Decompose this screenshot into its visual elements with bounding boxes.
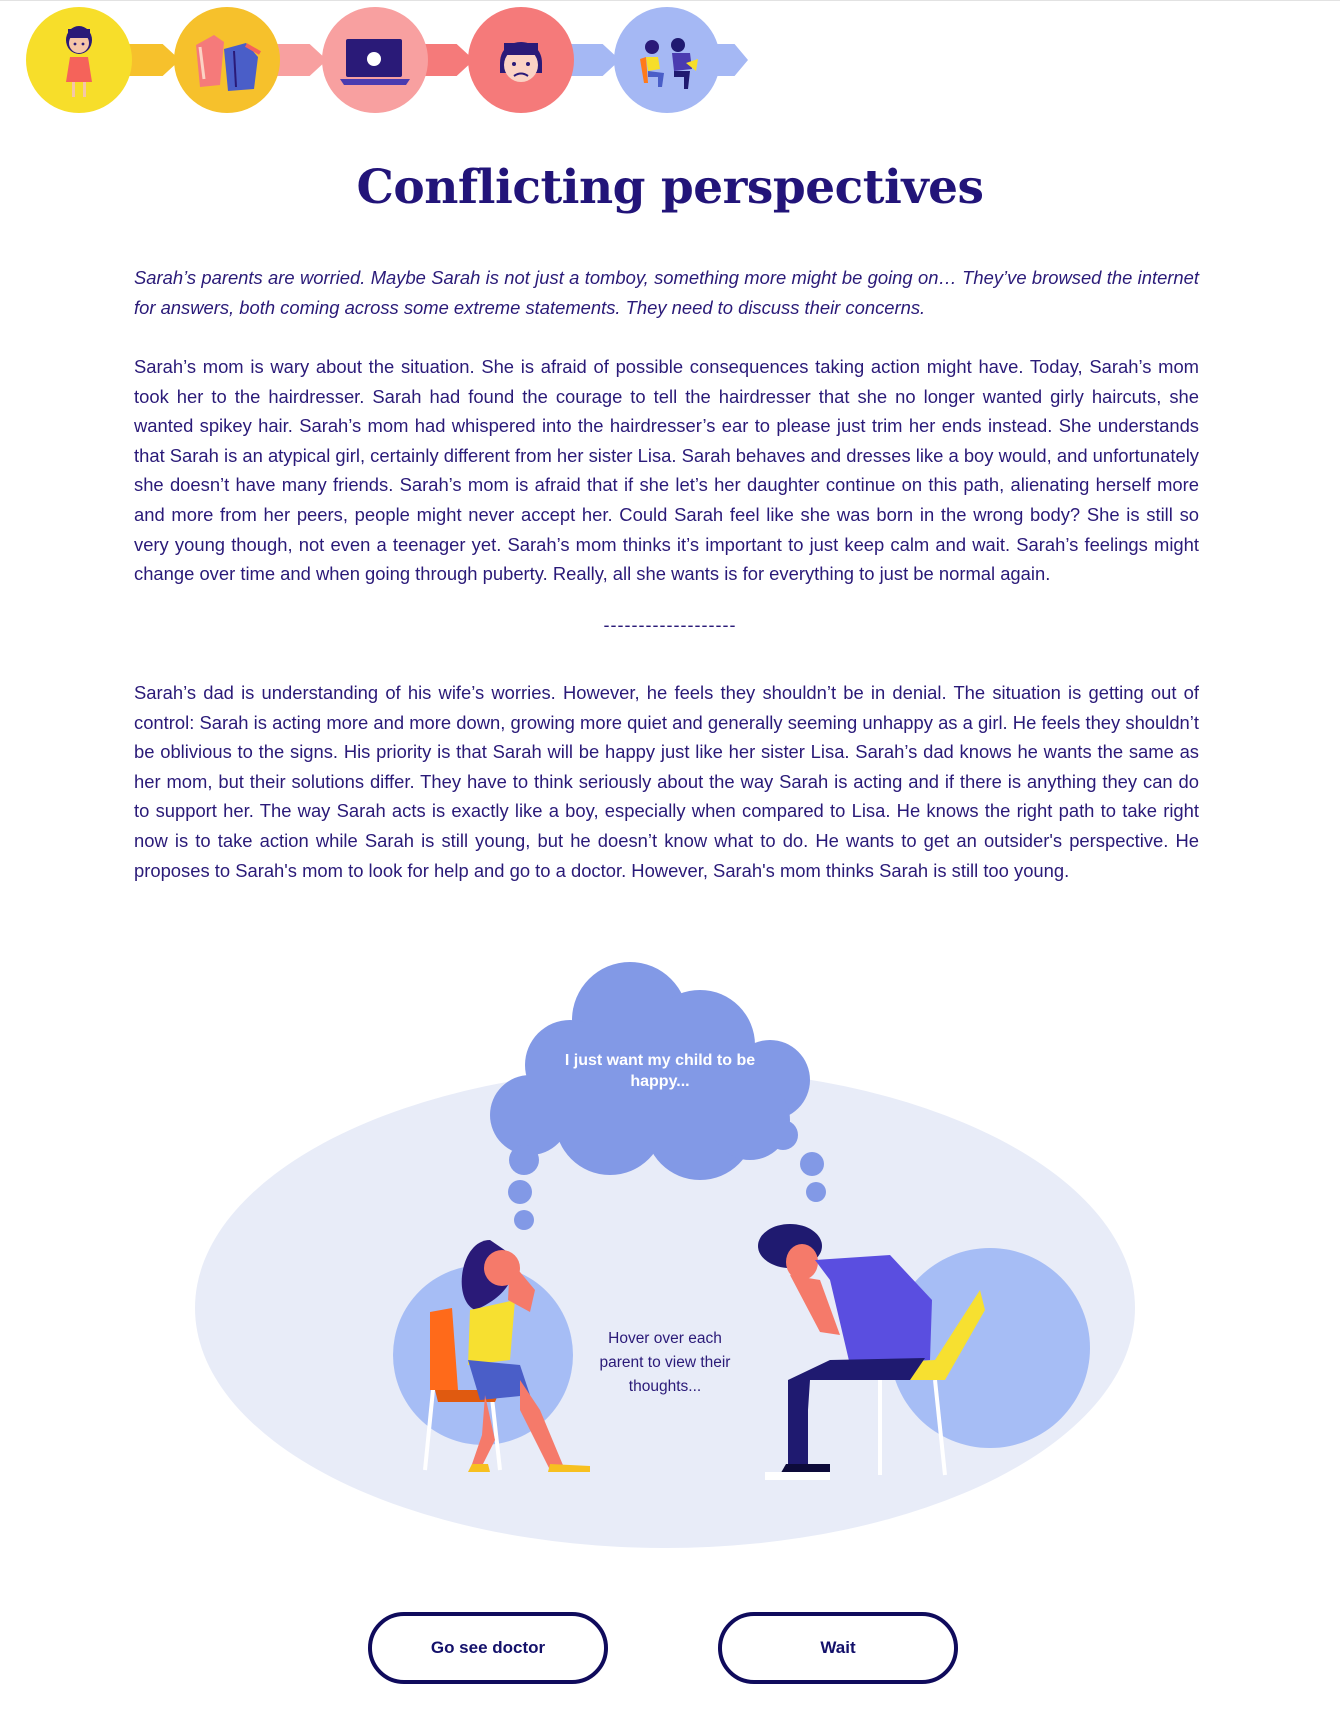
- step-laptop[interactable]: [322, 7, 428, 113]
- dad-paragraph: Sarah’s dad is understanding of his wife’s worries. However, he feels they shouldn’t be in denial. The situation is getting out of control: Sarah is acting more and more down, growing more quiet and generally seeming unhappy as a girl. He feels they shouldn’t be oblivious to the signs. His priority is that Sarah will be happy just like her sister Lisa. Sarah’s dad knows he wants the same as her mom, but their solutions differ. They have to think seriously about the way Sarah is acting and if there is anything they can do to support her. The way Sarah acts is exactly like a boy, especially when compared to Lisa. He knows the right path to take right now is to take action while Sarah is still young, but he doesn’t know what to do. He wants to get an outsider's perspective. He proposes to Sarah's mom to look for help and go to a doctor. However, Sarah's mom thinks Sarah is still too young.: [134, 682, 1199, 881]
- mom-hover-target[interactable]: [390, 1240, 600, 1480]
- parents-icon: [614, 7, 720, 113]
- laptop-icon: [322, 7, 428, 113]
- intro-paragraph: Sarah’s parents are worried. Maybe Sarah is not just a tomboy, something more might be going on… They’ve browsed the internet for answers, both coming across some extreme statements. They need to discuss their concerns.: [134, 267, 1199, 318]
- story-progress-nav: [0, 0, 760, 130]
- thought-dot: [800, 1152, 824, 1176]
- clothes-icon: [174, 7, 280, 113]
- section-divider: -------------------: [603, 615, 737, 635]
- mom-paragraph: Sarah’s mom is wary about the situation. She is afraid of possible consequences taking action might have. Today, Sarah’s mom took her to the hairdresser. Sarah had found the courage to tell the hairdresser that she no longer wanted girly haircuts, she wanted spikey hair. Sarah’s mom had whispered into the hairdresser’s ear to please just trim her ends instead. She understands that Sarah is an atypical girl, certainly different from her sister Lisa. Sarah behaves and dresses like a boy would, and unfortunately she doesn’t have many friends. Sarah’s mom is afraid that if she let’s her daughter continue on this path, alienating herself more and more from her peers, people might never accept her. Could Sarah feel like she was born in the wrong body? She is still so very young though, not even a teenager yet. Sarah’s mom thinks it’s important to just keep calm and wait. Sarah’s feelings might change over time and when going through puberty. Really, all she wants is for everything to just be normal again.: [134, 356, 1199, 585]
- girl-icon: [26, 7, 132, 113]
- go-see-doctor-button[interactable]: Go see doctor: [368, 1612, 608, 1684]
- thought-dot: [768, 1120, 798, 1150]
- thought-dot: [508, 1180, 532, 1204]
- step-sad-face[interactable]: [468, 7, 574, 113]
- thought-dot: [509, 1145, 539, 1175]
- wait-button[interactable]: Wait: [718, 1612, 958, 1684]
- dad-hover-target[interactable]: [760, 1220, 1040, 1480]
- thought-dot: [514, 1210, 534, 1230]
- step-parents[interactable]: [614, 7, 720, 113]
- step-girl[interactable]: [26, 7, 132, 113]
- hover-hint: Hover over each parent to view their thoughts...: [599, 1330, 731, 1395]
- thought-dot: [806, 1182, 826, 1202]
- step-clothes[interactable]: [174, 7, 280, 113]
- sad-face-icon: [468, 7, 574, 113]
- thought-text: I just want my child to be happy...: [564, 1052, 756, 1090]
- parents-scene: [190, 940, 1140, 1560]
- page-title: Conflicting perspectives: [356, 160, 984, 215]
